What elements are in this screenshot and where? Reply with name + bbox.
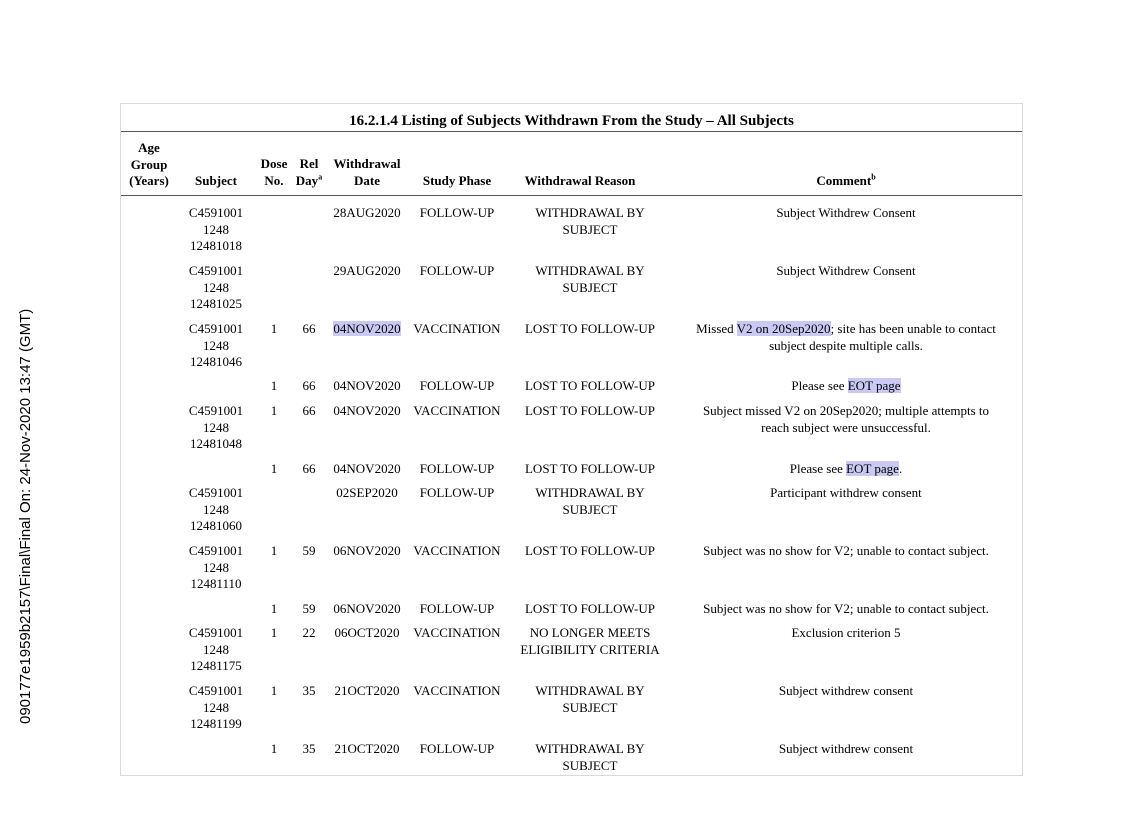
withdrawal-date-cell: 06NOV2020: [333, 543, 401, 558]
dose-no-cell: 1: [270, 543, 278, 558]
comment-cell: Subject withdrew consent: [778, 741, 914, 756]
withdrawal-reason-cell: [510, 485, 670, 518]
header-rule: [121, 195, 1022, 196]
header-study-phase: Study Phase: [422, 173, 492, 188]
header-subject: Subject: [195, 173, 237, 188]
dose-no-cell: 1: [270, 601, 278, 616]
subject-line: 1248: [203, 419, 229, 435]
comment-cell: Subject Withdrew Consent: [776, 205, 916, 220]
subject-line: 12481175: [190, 658, 242, 673]
comment-cell: [676, 403, 1016, 436]
reason-line: NO LONGER MEETS: [529, 625, 651, 640]
dose-no-cell: 1: [270, 741, 278, 756]
withdrawal-reason-cell: LOST TO FOLLOW-UP: [524, 543, 655, 558]
withdrawal-reason-cell: LOST TO FOLLOW-UP: [524, 321, 655, 336]
eot-page-highlight: EOT page: [847, 378, 901, 393]
comment-line: Subject missed V2 on 20Sep2020; multiple attempts to: [702, 403, 990, 418]
withdrawal-date-cell: [325, 321, 409, 338]
dose-no-cell: 1: [270, 683, 278, 698]
dose-no-cell: 1: [270, 321, 278, 336]
reason-line: WITHDRAWAL BY: [535, 683, 645, 698]
header-rel-line: Day: [295, 172, 319, 188]
header-date-line: Withdrawal: [333, 156, 401, 171]
study-phase-cell: FOLLOW-UP: [419, 485, 495, 500]
header-age-line: (Years): [129, 173, 169, 188]
subject-line: 12481110: [190, 576, 242, 591]
subject-line: 12481018: [190, 238, 242, 253]
study-phase-cell: FOLLOW-UP: [419, 378, 495, 393]
reason-line: SUBJECT: [562, 757, 618, 773]
withdrawal-reason-cell: LOST TO FOLLOW-UP: [524, 403, 655, 418]
withdrawal-reason-cell: LOST TO FOLLOW-UP: [524, 461, 655, 476]
comment-line: subject despite multiple calls.: [769, 337, 923, 353]
reason-line: SUBJECT: [562, 221, 618, 237]
comment-cell: Exclusion criterion 5: [791, 625, 901, 640]
eot-page-highlight: EOT page: [846, 461, 899, 476]
study-phase-cell: VACCINATION: [413, 403, 501, 418]
date-highlight: 04NOV2020: [333, 321, 401, 336]
withdrawal-reason-cell: [510, 625, 670, 658]
header-comment: [676, 173, 1016, 190]
subject-line: 12481060: [190, 518, 242, 533]
subject-cell: [181, 625, 251, 675]
subject-cell: [181, 263, 251, 313]
subject-line: 12481025: [190, 296, 242, 311]
subject-line: C4591001: [188, 625, 244, 640]
comment-cell: [676, 378, 1016, 395]
rel-day-cell: 66: [302, 321, 316, 336]
subject-cell: [181, 321, 251, 371]
subject-cell: [181, 485, 251, 535]
withdrawal-date-cell: 06NOV2020: [333, 601, 401, 616]
withdrawal-date-cell: 04NOV2020: [333, 403, 401, 418]
comment-cell: [676, 461, 1016, 478]
comment-cell: Subject was no show for V2; unable to contact subject.: [703, 543, 989, 558]
dose-no-cell: 1: [270, 625, 278, 640]
subject-line: 12481046: [190, 354, 242, 369]
withdrawal-reason-cell: [510, 263, 670, 296]
dose-no-cell: 1: [270, 378, 278, 393]
withdrawal-reason-cell: [510, 205, 670, 238]
subject-cell: [181, 543, 251, 593]
title-rule: [121, 131, 1022, 132]
subject-cell: [181, 205, 251, 255]
subject-line: 1248: [203, 221, 229, 237]
withdrawal-reason-cell: [510, 683, 670, 716]
subject-line: 12481199: [190, 716, 242, 731]
reason-line: SUBJECT: [562, 501, 618, 517]
subject-line: C4591001: [188, 321, 244, 336]
footnote-b-marker: b: [871, 172, 876, 182]
comment-highlight: V2 on 20Sep2020: [736, 321, 831, 336]
reason-line: ELIGIBILITY CRITERIA: [520, 641, 660, 657]
subject-line: C4591001: [188, 543, 244, 558]
rel-day-cell: 22: [302, 625, 316, 640]
header-age-group: [123, 140, 175, 190]
study-phase-cell: VACCINATION: [413, 683, 501, 698]
withdrawal-date-cell: 21OCT2020: [334, 683, 400, 698]
comment-text: .: [898, 461, 903, 476]
header-dose-line: No.: [264, 172, 284, 188]
study-phase-cell: VACCINATION: [413, 625, 501, 640]
study-phase-cell: VACCINATION: [413, 321, 501, 336]
rel-day-cell: 35: [302, 683, 316, 698]
listing-page: [120, 103, 1023, 776]
header-rel-line: Rel: [299, 156, 319, 171]
header-rel-day: [291, 156, 327, 189]
subject-line: 1248: [203, 501, 229, 517]
subject-line: C4591001: [188, 205, 244, 220]
header-age-line: Age: [138, 140, 160, 155]
study-phase-cell: FOLLOW-UP: [419, 601, 495, 616]
reason-line: SUBJECT: [562, 699, 618, 715]
comment-text: ; site has been unable to contact: [830, 321, 996, 336]
withdrawal-date-cell: 04NOV2020: [333, 461, 401, 476]
comment-cell: Subject withdrew consent: [778, 683, 914, 698]
comment-cell: Participant withdrew consent: [770, 485, 922, 500]
reason-line: WITHDRAWAL BY: [535, 205, 645, 220]
header-dose-no: [255, 156, 293, 189]
subject-line: C4591001: [188, 403, 244, 418]
header-date-line: Date: [354, 172, 380, 188]
withdrawal-date-cell: 06OCT2020: [334, 625, 400, 640]
withdrawal-reason-cell: LOST TO FOLLOW-UP: [524, 601, 655, 616]
subject-line: 1248: [203, 559, 229, 575]
study-phase-cell: FOLLOW-UP: [419, 461, 495, 476]
study-phase-cell: FOLLOW-UP: [419, 741, 495, 756]
withdrawal-date-cell: 02SEP2020: [336, 485, 398, 500]
study-phase-cell: FOLLOW-UP: [419, 205, 495, 220]
withdrawal-date-cell: 28AUG2020: [333, 205, 401, 220]
footnote-a-marker: a: [318, 172, 323, 182]
withdrawal-reason-cell: [510, 741, 670, 774]
dose-no-cell: 1: [270, 403, 278, 418]
subject-line: 1248: [203, 337, 229, 353]
withdrawal-reason-cell: LOST TO FOLLOW-UP: [524, 378, 655, 393]
reason-line: WITHDRAWAL BY: [535, 741, 645, 756]
dose-no-cell: 1: [270, 461, 278, 476]
subject-line: 1248: [203, 641, 229, 657]
withdrawal-date-cell: 04NOV2020: [333, 378, 401, 393]
subject-line: C4591001: [188, 263, 244, 278]
subject-line: C4591001: [188, 485, 244, 500]
comment-line: reach subject were unsuccessful.: [761, 419, 931, 435]
subject-line: 1248: [203, 699, 229, 715]
comment-cell: Subject Withdrew Consent: [776, 263, 916, 278]
reason-line: WITHDRAWAL BY: [535, 485, 645, 500]
rel-day-cell: 66: [302, 403, 316, 418]
listing-title: 16.2.1.4 Listing of Subjects Withdrawn From the Study – All Subjects: [349, 113, 794, 129]
study-phase-cell: FOLLOW-UP: [419, 263, 495, 278]
header-age-line: Group: [130, 156, 168, 172]
rel-day-cell: 66: [302, 378, 316, 393]
withdrawal-date-cell: 21OCT2020: [334, 741, 400, 756]
study-phase-cell: VACCINATION: [413, 543, 501, 558]
header-withdrawal-date: [325, 156, 409, 189]
reason-line: WITHDRAWAL BY: [535, 263, 645, 278]
comment-cell: [676, 321, 1016, 354]
subject-line: 12481048: [190, 436, 242, 451]
header-comment-text: Comment: [816, 173, 872, 188]
subject-line: 1248: [203, 279, 229, 295]
header-dose-line: Dose: [260, 156, 288, 171]
rel-day-cell: 66: [302, 461, 316, 476]
subject-cell: [181, 683, 251, 733]
comment-text: Please see: [791, 378, 848, 393]
withdrawal-date-cell: 29AUG2020: [333, 263, 401, 278]
comment-cell: Subject was no show for V2; unable to contact subject.: [703, 601, 989, 616]
subject-cell: [181, 403, 251, 453]
rel-day-cell: 59: [302, 543, 316, 558]
document-stamp: 090177e1959b2157\Final\Final On: 24-Nov-2020 13:47 (GMT): [17, 308, 34, 724]
header-withdrawal-reason: Withdrawal Reason: [524, 173, 636, 188]
comment-text: Missed: [696, 321, 737, 336]
subject-line: C4591001: [188, 683, 244, 698]
reason-line: SUBJECT: [562, 279, 618, 295]
rel-day-cell: 59: [302, 601, 316, 616]
rel-day-cell: 35: [302, 741, 316, 756]
comment-text: Please see: [789, 461, 847, 476]
